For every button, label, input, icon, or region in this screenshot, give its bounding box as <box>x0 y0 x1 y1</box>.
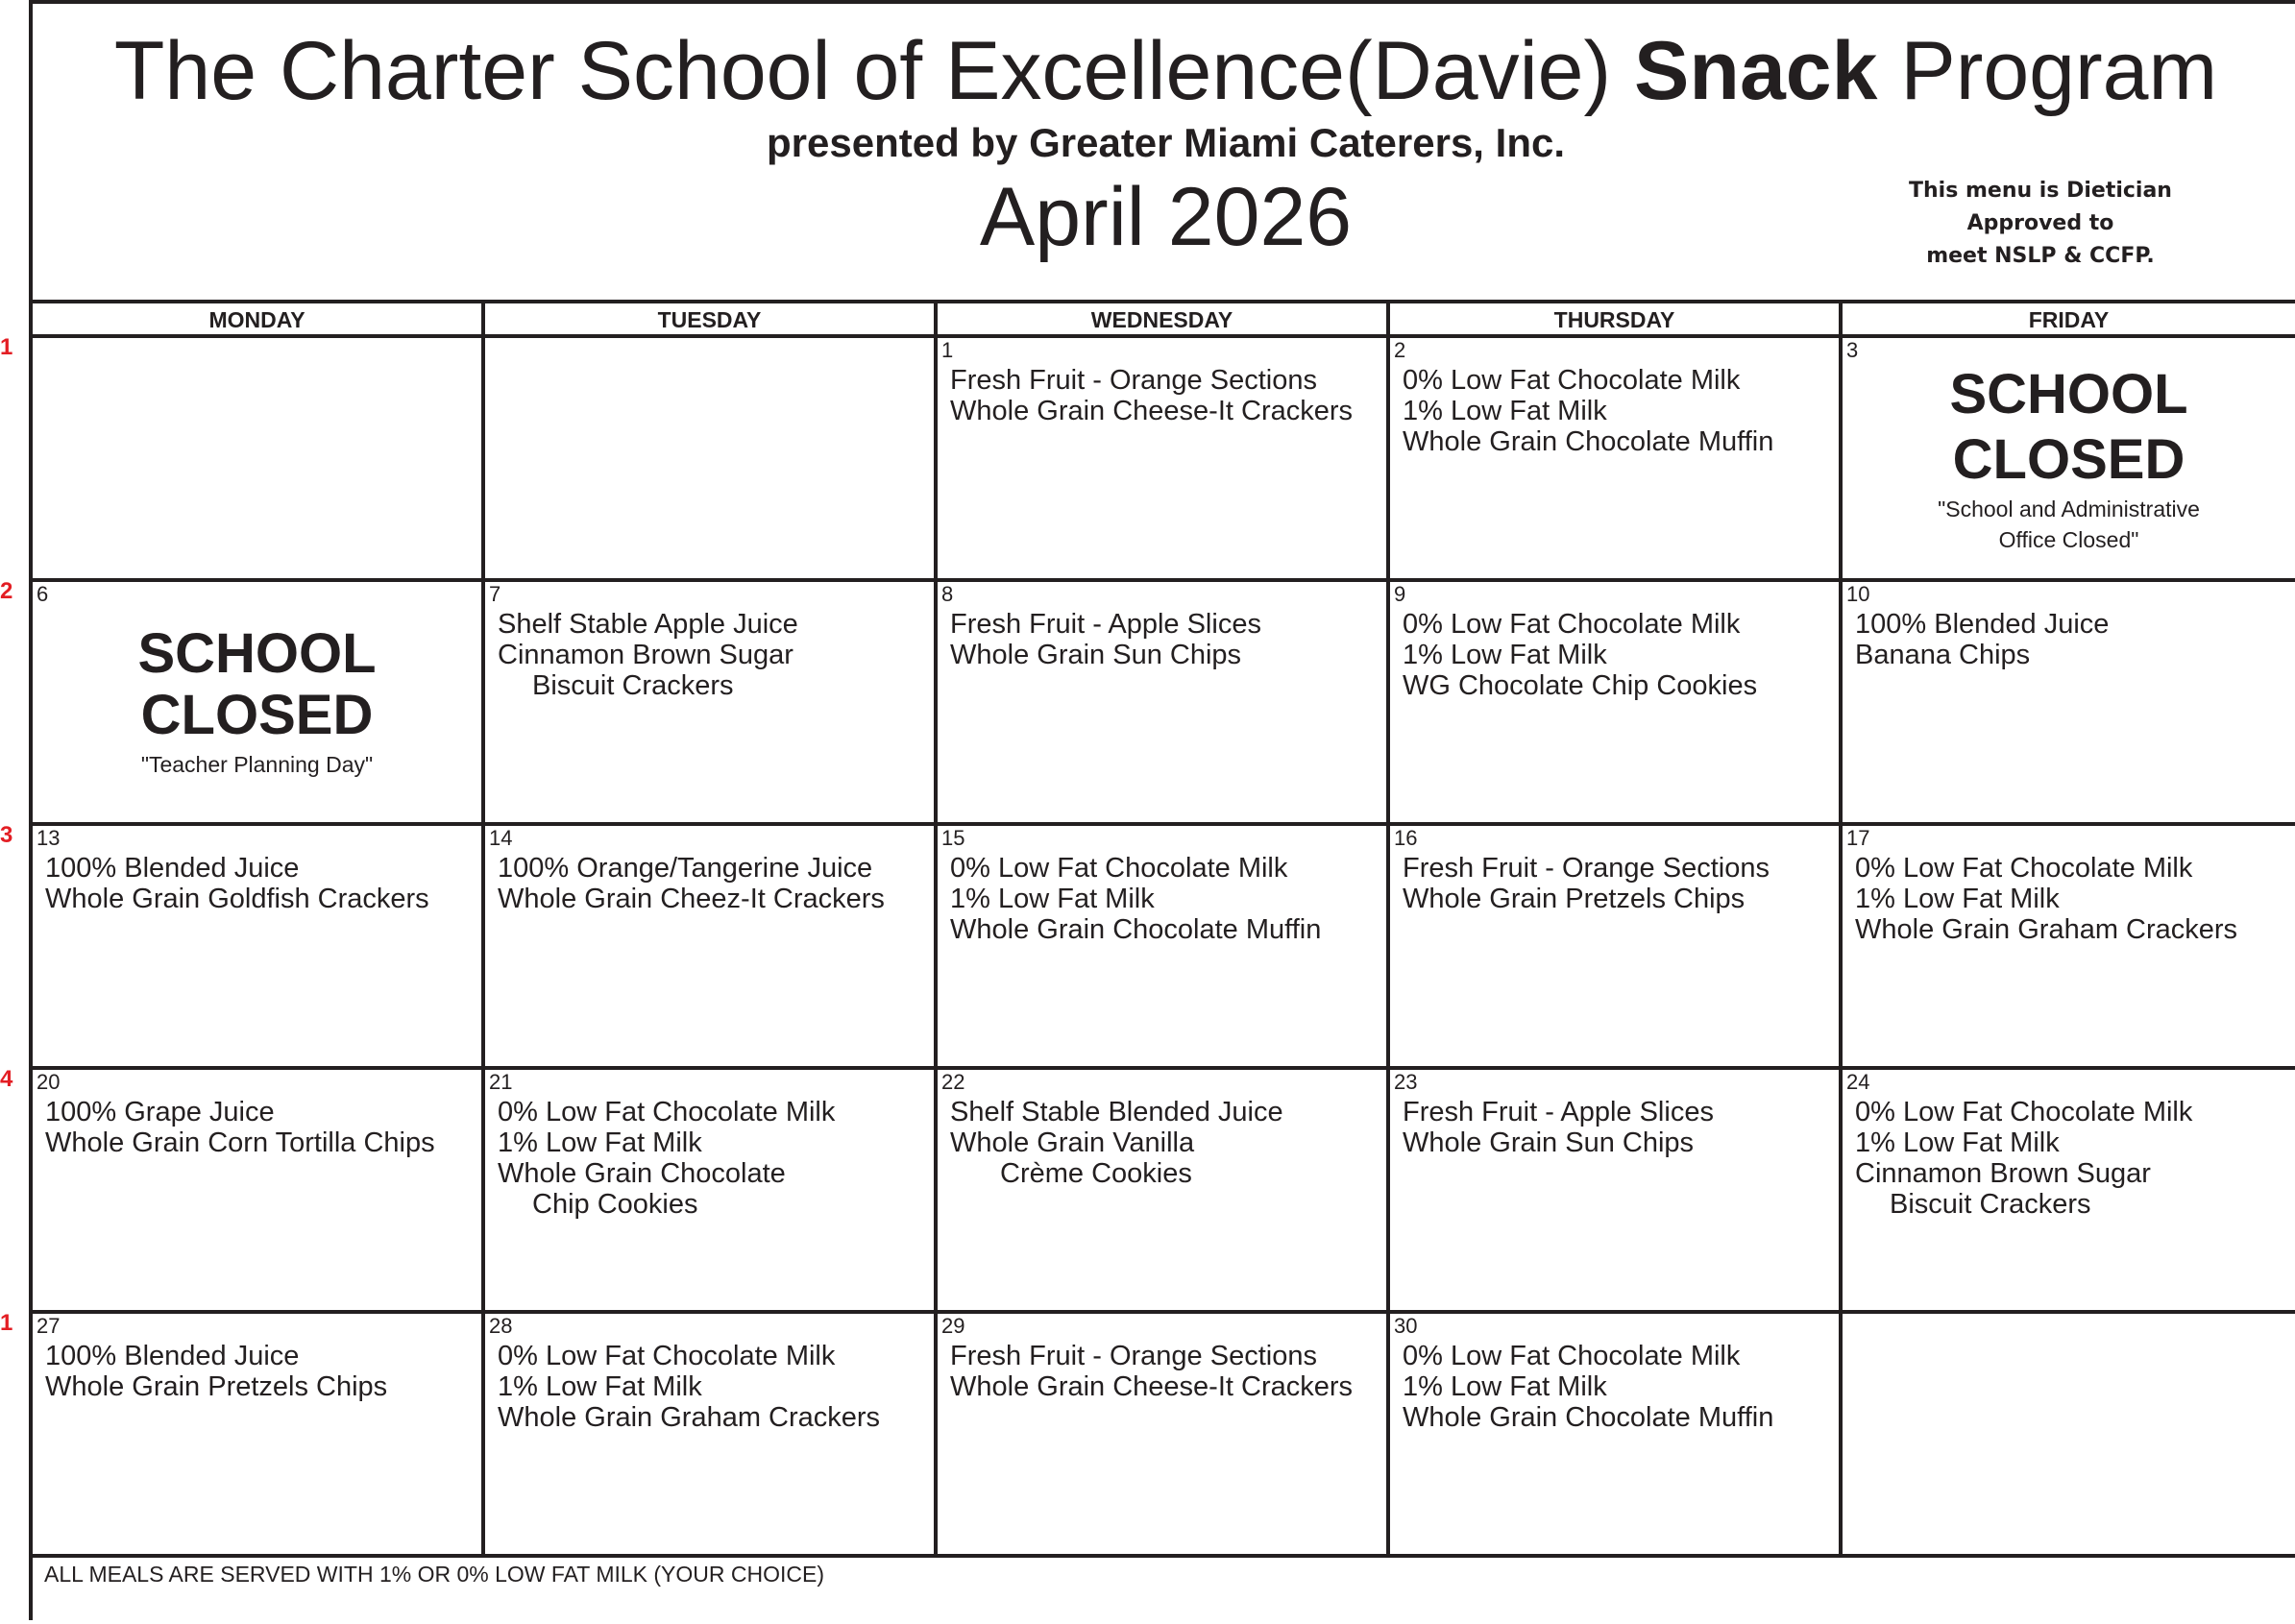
calendar-day-cell <box>1390 826 1843 1070</box>
menu-page <box>29 0 2295 1620</box>
day-number: 24 <box>1846 1070 1870 1094</box>
snack-item: Fresh Fruit - Apple Slices <box>1403 1097 1714 1127</box>
calendar-day-cell <box>938 1314 1390 1558</box>
snack-items <box>498 609 798 701</box>
snack-items <box>498 1097 835 1220</box>
day-number: 1 <box>941 338 954 362</box>
day-number: 15 <box>941 826 965 850</box>
school-closed-label: SCHOOL <box>1949 363 2188 425</box>
day-number: 28 <box>489 1314 513 1338</box>
snack-item: Whole Grain Cheese-It Crackers <box>950 1371 1354 1402</box>
snack-items <box>950 365 1353 426</box>
snack-item: 100% Blended Juice <box>45 1341 300 1371</box>
snack-item: 1% Low Fat Milk <box>1403 640 1607 670</box>
calendar-day-cell <box>938 582 1390 826</box>
calendar-day-cell <box>485 338 938 582</box>
calendar-day-cell <box>938 826 1390 1070</box>
snack-item: Chip Cookies <box>532 1189 698 1220</box>
day-number: 16 <box>1394 826 1418 850</box>
closure-reason: "Teacher Planning Day" <box>140 752 374 777</box>
dietician-approval-note <box>1858 175 2223 273</box>
day-number: 21 <box>489 1070 513 1094</box>
day-number: 13 <box>37 826 61 850</box>
calendar-day-cell <box>33 826 485 1070</box>
week-number: 4 <box>0 1066 13 1092</box>
snack-item: 1% Low Fat Milk <box>498 1371 702 1402</box>
snack-item: Whole Grain Goldfish Crackers <box>45 884 429 914</box>
calendar-day-cell <box>1843 338 2295 582</box>
snack-items <box>1403 853 1770 914</box>
calendar-day-cell <box>485 826 938 1070</box>
page-title <box>33 17 2295 125</box>
snack-items <box>950 853 1321 945</box>
snack-item: Whole Grain Chocolate <box>498 1158 786 1189</box>
snack-item: 0% Low Fat Chocolate Milk <box>498 1097 836 1127</box>
calendar-day-cell <box>33 338 485 582</box>
snack-items <box>1403 365 1773 457</box>
calendar-day-cell <box>938 338 1390 582</box>
snack-item: 0% Low Fat Chocolate Milk <box>1855 1097 2193 1127</box>
snack-item: 1% Low Fat Milk <box>950 884 1155 914</box>
snack-item: Whole Grain Graham Crackers <box>498 1402 881 1433</box>
snack-item: 1% Low Fat Milk <box>1855 1127 2060 1158</box>
snack-item: 100% Orange/Tangerine Juice <box>498 853 873 884</box>
day-header-thursday: THURSDAY <box>1390 303 1843 338</box>
day-number: 8 <box>941 582 954 606</box>
day-number: 22 <box>941 1070 965 1094</box>
school-closed-label: CLOSED <box>140 684 374 746</box>
snack-item: Biscuit Crackers <box>1890 1189 2091 1220</box>
snack-item: 1% Low Fat Milk <box>1855 884 2060 914</box>
snack-item: Whole Grain Pretzels Chips <box>45 1371 388 1402</box>
day-header-tuesday: TUESDAY <box>485 303 938 338</box>
snack-items <box>950 1097 1283 1189</box>
snack-item: 100% Grape Juice <box>45 1097 275 1127</box>
calendar-day-cell <box>1390 1070 1843 1314</box>
snack-item: 1% Low Fat Milk <box>1403 1371 1607 1402</box>
snack-items <box>45 853 429 914</box>
approval-line: This menu is Dietician Approved to <box>1909 179 2172 235</box>
snack-item: 1% Low Fat Milk <box>498 1127 702 1158</box>
title-program: Program <box>1900 25 2218 117</box>
snack-items <box>1403 1341 1773 1433</box>
closure-reason: "School and Administrative <box>1938 497 2200 521</box>
snack-item: Crème Cookies <box>1000 1158 1192 1189</box>
day-number: 30 <box>1394 1314 1418 1338</box>
snack-item: 0% Low Fat Chocolate Milk <box>1855 853 2193 884</box>
snack-item: 0% Low Fat Chocolate Milk <box>950 853 1288 884</box>
snack-item: Whole Grain Chocolate Muffin <box>1403 426 1774 457</box>
calendar-day-cell <box>1843 1314 2295 1558</box>
calendar-day-cell <box>1390 582 1843 826</box>
menu-month: April 2026 <box>979 171 1353 263</box>
snack-item: Whole Grain Pretzels Chips <box>1403 884 1746 914</box>
day-header-monday: MONDAY <box>33 303 485 338</box>
calendar-day-cell <box>33 582 485 826</box>
menu-footer <box>33 1557 2295 1624</box>
day-number: 9 <box>1394 582 1406 606</box>
snack-item: Cinnamon Brown Sugar <box>498 640 793 670</box>
snack-item: 0% Low Fat Chocolate Milk <box>1403 609 1741 640</box>
snack-items <box>950 1341 1353 1402</box>
snack-item: Fresh Fruit - Apple Slices <box>950 609 1261 640</box>
week-number: 1 <box>0 334 13 360</box>
day-number: 23 <box>1394 1070 1418 1094</box>
snack-items <box>1403 1097 1714 1158</box>
snack-item: Whole Grain Corn Tortilla Chips <box>45 1127 435 1158</box>
snack-items <box>498 1341 880 1433</box>
calendar-day-cell <box>1843 1070 2295 1314</box>
snack-item: 100% Blended Juice <box>45 853 300 884</box>
snack-item: Whole Grain Chocolate Muffin <box>950 914 1322 945</box>
calendar-day-cell <box>1390 1314 1843 1558</box>
snack-item: 1% Low Fat Milk <box>1403 396 1607 426</box>
calendar-day-cell <box>33 1070 485 1314</box>
snack-item: Fresh Fruit - Orange Sections <box>1403 853 1770 884</box>
snack-item: 0% Low Fat Chocolate Milk <box>498 1341 836 1371</box>
day-header-friday: FRIDAY <box>1843 303 2295 338</box>
footer-note: ALL MEALS ARE SERVED WITH 1% OR 0% LOW FAT MILK (YOUR CHOICE) <box>44 1562 824 1587</box>
day-number: 3 <box>1846 338 1859 362</box>
day-number: 6 <box>37 582 49 606</box>
title-school: The Charter School of Excellence(Davie) <box>113 25 1612 117</box>
week-number: 1 <box>0 1310 13 1336</box>
day-number: 7 <box>489 582 501 606</box>
snack-item: Fresh Fruit - Orange Sections <box>950 1341 1317 1371</box>
snack-item: Cinnamon Brown Sugar <box>1855 1158 2151 1189</box>
snack-item: 0% Low Fat Chocolate Milk <box>1403 365 1741 396</box>
snack-items <box>1855 853 2237 945</box>
snack-item: 100% Blended Juice <box>1855 609 2110 640</box>
snack-item: Fresh Fruit - Orange Sections <box>950 365 1317 396</box>
week-number: 2 <box>0 578 13 604</box>
page-subtitle: presented by Greater Miami Caterers, Inc. <box>767 120 1565 165</box>
day-header-wednesday: WEDNESDAY <box>938 303 1390 338</box>
week-number: 3 <box>0 822 13 848</box>
approval-line: meet NSLP & CCFP. <box>1926 244 2155 268</box>
calendar-day-cell <box>485 1314 938 1558</box>
day-number: 29 <box>941 1314 965 1338</box>
snack-item: Biscuit Crackers <box>532 670 734 701</box>
snack-item: Whole Grain Vanilla <box>950 1127 1195 1158</box>
snack-item: Whole Grain Sun Chips <box>950 640 1242 670</box>
day-number: 27 <box>37 1314 61 1338</box>
snack-items <box>1855 1097 2192 1220</box>
school-closed-label: CLOSED <box>1952 428 2185 491</box>
calendar-day-cell <box>485 1070 938 1314</box>
calendar-day-cell <box>1843 826 2295 1070</box>
calendar-day-cell <box>485 582 938 826</box>
school-closed-label: SCHOOL <box>137 622 377 685</box>
day-number: 14 <box>489 826 513 850</box>
calendar-day-cell <box>1390 338 1843 582</box>
snack-items <box>45 1097 435 1158</box>
snack-item: Shelf Stable Apple Juice <box>498 609 798 640</box>
snack-item: Whole Grain Graham Crackers <box>1855 914 2238 945</box>
snack-items <box>1403 609 1757 701</box>
calendar-day-cell <box>33 1314 485 1558</box>
snack-item: 0% Low Fat Chocolate Milk <box>1403 1341 1741 1371</box>
snack-items <box>1855 609 2109 670</box>
snack-item: Whole Grain Sun Chips <box>1403 1127 1695 1158</box>
snack-item: Whole Grain Cheez-It Crackers <box>498 884 885 914</box>
snack-items <box>498 853 885 914</box>
day-number: 10 <box>1846 582 1870 606</box>
title-snack: Snack <box>1634 25 1878 117</box>
snack-item: Whole Grain Cheese-It Crackers <box>950 396 1354 426</box>
snack-item: Banana Chips <box>1855 640 2031 670</box>
snack-item: WG Chocolate Chip Cookies <box>1403 670 1758 701</box>
menu-header <box>33 4 2295 303</box>
calendar-day-cell <box>1843 582 2295 826</box>
snack-items <box>45 1341 387 1402</box>
snack-item: Whole Grain Chocolate Muffin <box>1403 1402 1774 1433</box>
closure-reason: Office Closed" <box>1998 527 2139 552</box>
day-number: 2 <box>1394 338 1406 362</box>
day-number: 17 <box>1846 826 1870 850</box>
snack-item: Shelf Stable Blended Juice <box>950 1097 1283 1127</box>
calendar-day-cell <box>938 1070 1390 1314</box>
snack-items <box>950 609 1261 670</box>
day-number: 20 <box>37 1070 61 1094</box>
